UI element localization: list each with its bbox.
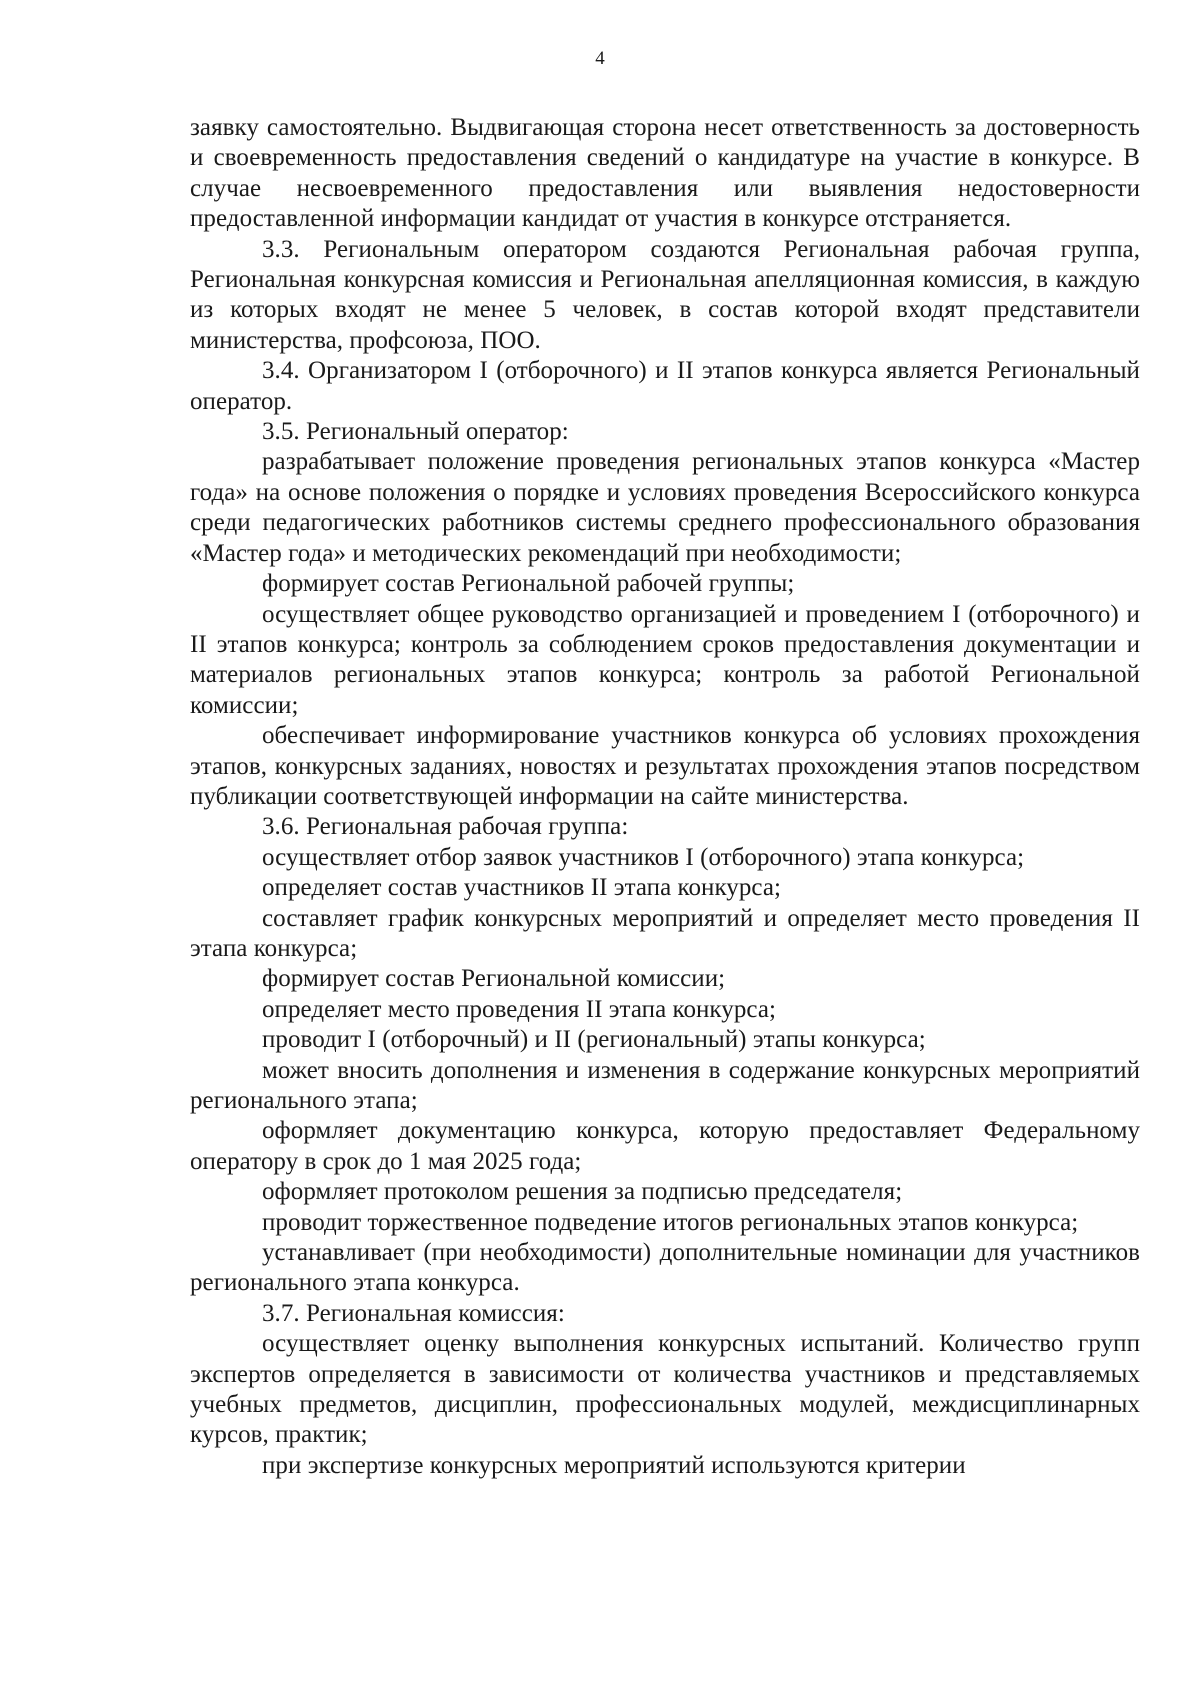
list-item: проводит торжественное подведение итогов региональных этапов конкурса; bbox=[262, 1208, 1079, 1236]
paragraph-3-6-heading: 3.6. Региональная рабочая группа: bbox=[262, 813, 629, 841]
list-item: формирует состав Региональной рабочей группы; bbox=[262, 570, 795, 598]
list-item: составляет график конкурсных мероприятий и определяет место проведения II этапа конкурса; bbox=[190, 904, 1140, 962]
page-number: 4 bbox=[595, 48, 605, 69]
paragraph-3-4: 3.4. Организатором I (отборочного) и II этапов конкурса является Региональный оператор. bbox=[190, 357, 1140, 415]
list-item: проводит I (отборочный) и II (региональный) этапы конкурса; bbox=[262, 1026, 926, 1054]
paragraph-continuation: заявку самостоятельно. Выдвигающая сторона несет ответственность за достоверность и своевременность предоставления сведений о кандидатуре на участие в конкурсе. В случае несвоевременного предоставления или выявления недостоверности предоставленной информации кандидат от участия в конкурсе отстраняется. bbox=[190, 114, 1140, 233]
list-item: обеспечивает информирование участников конкурса об условиях прохождения этапов, конкурсных заданиях, новостях и результатах прохождения этапов посредством публикации соответствующей информации на сайте министерства. bbox=[190, 722, 1140, 810]
list-item: оформляет документацию конкурса, которую предоставляет Федеральному оператору в срок до 1 мая 2025 года; bbox=[190, 1117, 1140, 1175]
list-item: определяет место проведения II этапа конкурса; bbox=[262, 995, 776, 1023]
paragraph-3-5-heading: 3.5. Региональный оператор: bbox=[262, 418, 569, 446]
list-item: при экспертизе конкурсных мероприятий используются критерии bbox=[262, 1451, 966, 1479]
paragraph-3-7-heading: 3.7. Региональная комиссия: bbox=[262, 1299, 565, 1327]
list-item: определяет состав участников II этапа конкурса; bbox=[262, 874, 781, 902]
document-body bbox=[190, 113, 1140, 1481]
list-item: устанавливает (при необходимости) дополнительные номинации для участников регионального этапа конкурса. bbox=[190, 1239, 1140, 1297]
list-item: осуществляет отбор заявок участников I (отборочного) этапа конкурса; bbox=[262, 843, 1025, 871]
paragraph-3-3: 3.3. Региональным оператором создаются Региональная рабочая группа, Региональная конкурсная комиссия и Региональная апелляционная комиссия, в каждую из которых входят не менее 5 человек, в состав которой входят представители министерства, профсоюза, ПОО. bbox=[190, 235, 1140, 354]
list-item: формирует состав Региональной комиссии; bbox=[262, 965, 726, 993]
list-item: осуществляет оценку выполнения конкурсных испытаний. Количество групп экспертов определяется в зависимости от количества участников и представляемых учебных предметов, дисциплин, профессиональных модулей, междисциплинарных курсов, практик; bbox=[190, 1330, 1140, 1449]
list-item: оформляет протоколом решения за подписью председателя; bbox=[262, 1178, 903, 1206]
list-item: может вносить дополнения и изменения в содержание конкурсных мероприятий регионального этапа; bbox=[190, 1056, 1140, 1114]
list-item: разрабатывает положение проведения региональных этапов конкурса «Мастер года» на основе положения о порядке и условиях проведения Всероссийского конкурса среди педагогических работников системы среднего профессионального образования «Мастер года» и методических рекомендаций при необходимости; bbox=[190, 448, 1140, 567]
list-item: осуществляет общее руководство организацией и проведением I (отборочного) и II этапов конкурса; контроль за соблюдением сроков предоставления документации и материалов региональных этапов конкурса; контроль за работой Региональной комиссии; bbox=[190, 600, 1140, 719]
